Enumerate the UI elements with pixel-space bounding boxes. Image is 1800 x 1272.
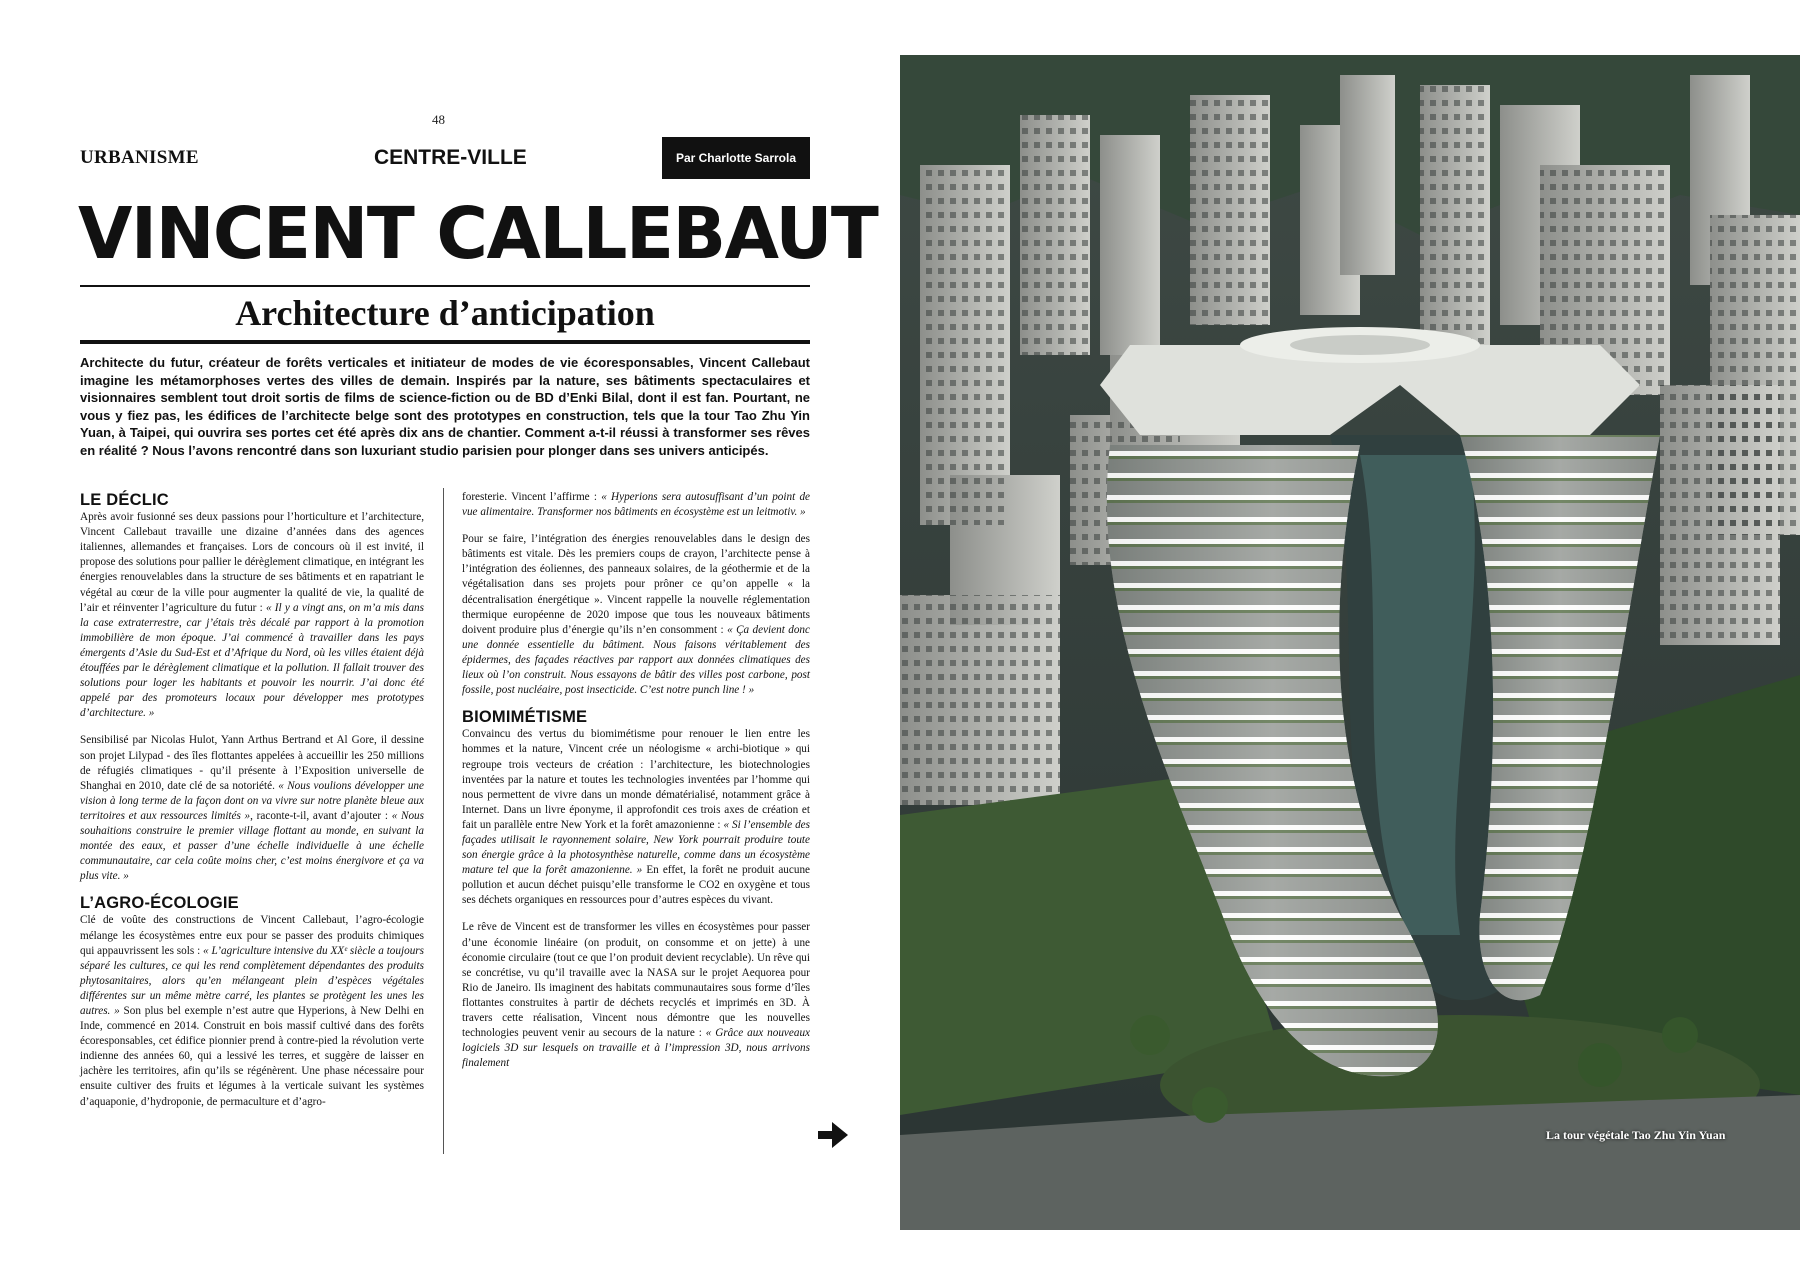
photo-caption: La tour végétale Tao Zhu Yin Yuan [1546, 1128, 1726, 1142]
building-photo [900, 55, 1800, 1230]
continue-arrow-icon [818, 1122, 848, 1148]
title-rule [80, 285, 810, 287]
paragraph-3: Clé de voûte des constructions de Vincent Callebaut, l’agro-écologie mélange les écosystèmes entre eux pour se passer des produits chimiques qui appauvrissent les sols : « L’agriculture intensive du XXᵉ siècle a toujours séparé les cultures, ce qui les rend complètement dépendantes des produits phytosanitaires, alors qu’en mélangeant plein d’espèces végétales différentes sur un même mètre carré, les plantes se protègent les unes les autres. » Son plus bel exemple n’est autre que Hyperions, à New Delhi en Inde, commencé en 2014. Construit en bois massif cultivé dans des forêts écoresponsables, cet édifice pionnier prend à contre-pied la révolution verte indienne des années 60, qui a lessivé les terres, et suggère de laisser en jachère les territoires, afin qu’ils se régénèrent. Une phase nécessaire pour ensuite cultiver des fruits et légumes à la verticale suivant les systèmes d’aquaponie, d’hydroponie, de permaculture et d’agro- [80, 914, 424, 1108]
tower-illustration [900, 55, 1800, 1230]
left-page [0, 0, 880, 1272]
column-divider [443, 488, 444, 1154]
byline-badge: Par Charlotte Sarrola [662, 137, 810, 179]
paragraph-4: foresterie. Vincent l’affirme : « Hyperions sera autosuffisant d’un point de vue alimentaire. Transformer nos bâtiments en écosystème est un leitmotiv. » [462, 491, 810, 519]
text-column-1 [80, 489, 424, 1110]
article-title: VINCENT CALLEBAUT [78, 192, 878, 275]
header-bar [80, 140, 810, 176]
heading-declic: LE DÉCLIC [80, 491, 169, 509]
heading-agro-ecologie: L’AGRO-ÉCOLOGIE [80, 894, 239, 913]
paragraph-5: Pour se faire, l’intégration des énergies renouvelables dans le design des bâtiments est vitale. Dès les premiers coups de crayon, l’architecte pense à l’intégration des éoliennes, des panneaux solaires, de la géothermie et de la végétalisation dans ses projets pour prôner ce qu’on appelle « la décentralisation énergétique ». Vincent rappelle la nouvelle réglementation thermique européenne de 2020 impose que tous les nouveaux bâtiments doivent produire plus d’énergie qu’ils n’en consomment : « Ça devient donc une donnée essentielle du bâtiment. Nous faisons véritablement des épidermes, des façades réactives par rapport aux données climatiques des lieux où l’on construit. Nous essayons de bâtir des villes post carbone, post fossile, post nucléaire, post insecticide. C’est notre punch line ! » [462, 533, 810, 697]
subtitle-rule [80, 340, 810, 344]
paragraph-7: Le rêve de Vincent est de transformer les villes en écosystèmes pour passer d’une économie linéaire (on produit, on consomme et on jette) à une économie circulaire (tout ce que l’on produit devient recyclable). Un rêve qui se concrétise, vu qu’il travaille avec la NASA sur le projet Aequorea pour Rio de Janeiro. Ils imaginent des habitats communautaires sous forme d’îles flottantes construites à partir de déchets recyclés et imprimés en 3D. À travers cette réalisation, Vincent nous démontre que les nouvelles technologies peuvent venir au secours de la nature : « Grâce aux nouveaux logiciels 3D sur lesquels on travaille et à l’impression 3D, nous arrivons finalement [462, 921, 811, 1070]
text-column-2 [462, 490, 810, 1071]
rubric-label: URBANISME [80, 147, 199, 168]
article-lead: Architecte du futur, créateur de forêts verticales et initiateur de modes de vie écoresponsables, Vincent Callebaut imagine les métamorphoses vertes des villes de demain. Inspirés par la nature, ses bâtiments spectaculaires et visionnaires semblent tout droit sortis de films de science-fiction ou de BD d’Enki Bilal, dont il est fan. Pourtant, ne vous y fiez pas, les édifices de l’architecte belge sont des prototypes en construction, tels que la tour Tao Zhu Yin Yuan, à Taipei, qui ouvrira ses portes cet été après dix ans de chantier. Comment a-t-il réussi à transformer ses rêves en réalité ? Nous l’avons rencontré dans son luxuriant studio parisien pour plonger dans ses univers anticipés. [80, 355, 810, 458]
heading-biomimetisme: BIOMIMÉTISME [462, 708, 588, 727]
article-subtitle: Architecture d’anticipation [235, 293, 655, 333]
paragraph-6: Convaincu des vertus du biomimétisme pour renouer le lien entre les hommes et la nature, Vincent crée un néologisme « archi-biotique » qui regroupe trois vecteurs de création : l’architecture, les biotechnologies inventées par la nature et toutes les technologies inventées par l’homme qui nous permettent de vivre dans un monde dématérialisé, notamment grâce à Internet. Dans un livre éponyme, il approfondit ces trois axes de création et fait un parallèle entre New York et la forêt amazonienne : « Si l’ensemble des façades utilisait le rayonnement solaire, New York pourrait produire toute son énergie grâce à la photosynthèse naturelle, comme dans un écosystème mature tel que la forêt amazonienne. » En effet, la forêt ne produit aucune pollution et aucun déchet puisqu’elle transforme le CO2 en oxygène et tous ses déchets organiques en ressources pour d’autres espèces du vivant. [462, 728, 811, 907]
paragraph-2: Sensibilisé par Nicolas Hulot, Yann Arthus Bertrand et Al Gore, il dessine son projet Lilypad - des îles flottantes appelées à accueillir les 250 millions de réfugiés climatiques - qu’il présente à l’Exposition universelle de Shanghai en 2010, date clé de sa notoriété. « Nous voulions développer une vision à long terme de la façon dont on va vivre sur notre planète bleue aux territoires et aux ressources limités », raconte-t-il, avant d’ajouter : « Nous souhaitions construire le premier village flottant au monde, en suivant la montée des eaux, et passer d’une échelle individuelle à une échelle communautaire, car cela coûte moins cher, c’est moins énergivore et ça va plus vite. » [80, 734, 424, 883]
page-number: 48 [432, 112, 445, 127]
paragraph-1: Après avoir fusionné ses deux passions pour l’horticulture et l’architecture, Vincent Callebaut travaille une dizaine d’années dans des agences italiennes, allemandes et françaises. Lors de concours où il est invité, il propose des solutions pour pallier le dérèglement climatique, en intégrant les énergies renouvelables dans la structure de ses bâtiments et en rapatriant le végétal au cœur de la ville pour augmenter la qualité de vie, la qualité de l’air et réinventer l’agriculture du futur : « Il y a vingt ans, on m’a mis dans la case extraterrestre, car j’étais très décalé par rapport à la promotion immobilière de mon époque. J’ai commencé à travailler dans les pays émergents d’Asie du Sud-Est et d’Afrique du Nord, où les villes étaient déjà étouffées par le dérèglement climatique et la pollution. Il fallait trouver des solutions pour loger les habitants et pouvoir les nourrir. J’ai donc été appelé par des promoteurs locaux pour développer mes prototypes d’architecture. » [80, 511, 424, 720]
section-label: CENTRE-VILLE [373, 146, 527, 169]
